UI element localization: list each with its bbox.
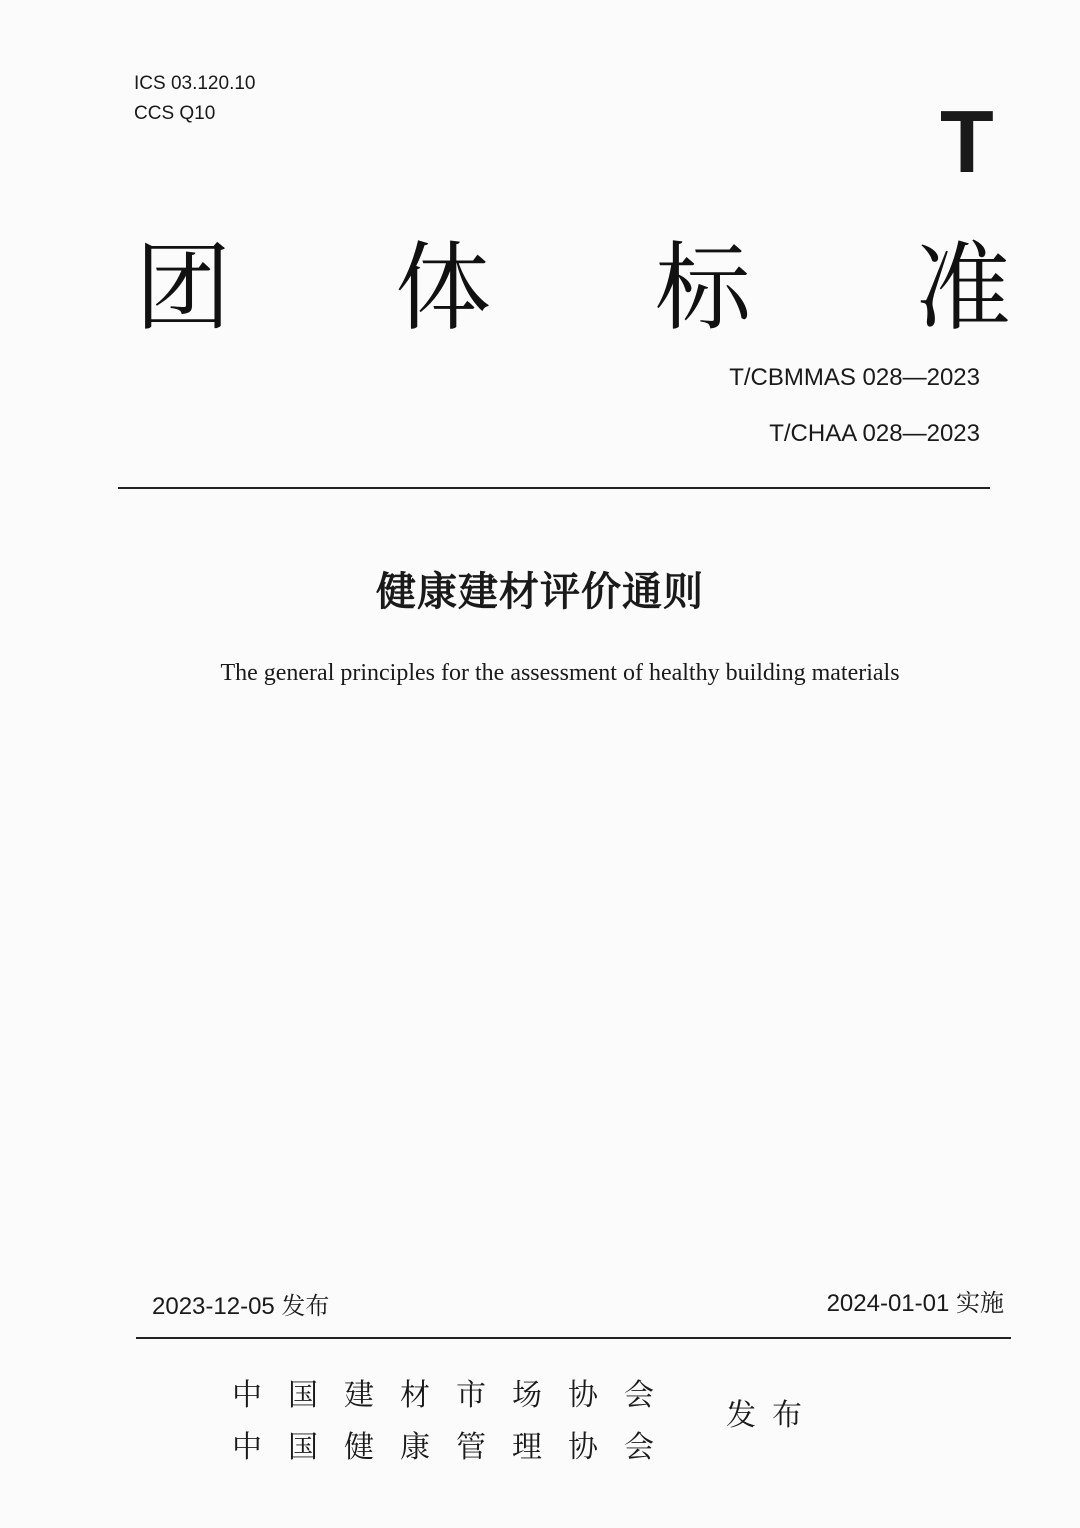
ics-code: ICS 03.120.10 xyxy=(134,73,256,94)
issue-label: 发布 xyxy=(726,1399,818,1432)
issuer-organization: 中国建材市场协会 xyxy=(232,1378,680,1413)
document-title-en: The general principles for the assessment of healthy building materials xyxy=(220,660,900,686)
category-char: 团 xyxy=(135,232,231,344)
category-char: 标 xyxy=(655,232,751,344)
category-char: 准 xyxy=(915,232,1011,344)
ccs-code: CCS Q10 xyxy=(134,103,216,124)
issuer-organization: 中国健康管理协会 xyxy=(232,1430,680,1465)
standard-type-mark: T xyxy=(940,92,994,191)
divider xyxy=(118,487,990,489)
issue-date: 2023-12-05 发布 xyxy=(152,1293,330,1320)
category-char: 体 xyxy=(395,232,491,344)
divider xyxy=(136,1337,1011,1339)
standard-code: T/CHAA 028—2023 xyxy=(769,420,980,447)
standard-code: T/CBMMAS 028—2023 xyxy=(729,364,980,391)
implementation-date: 2024-01-01 实施 xyxy=(826,1290,1004,1317)
document-title-cn: 健康建材评价通则 xyxy=(376,570,704,614)
